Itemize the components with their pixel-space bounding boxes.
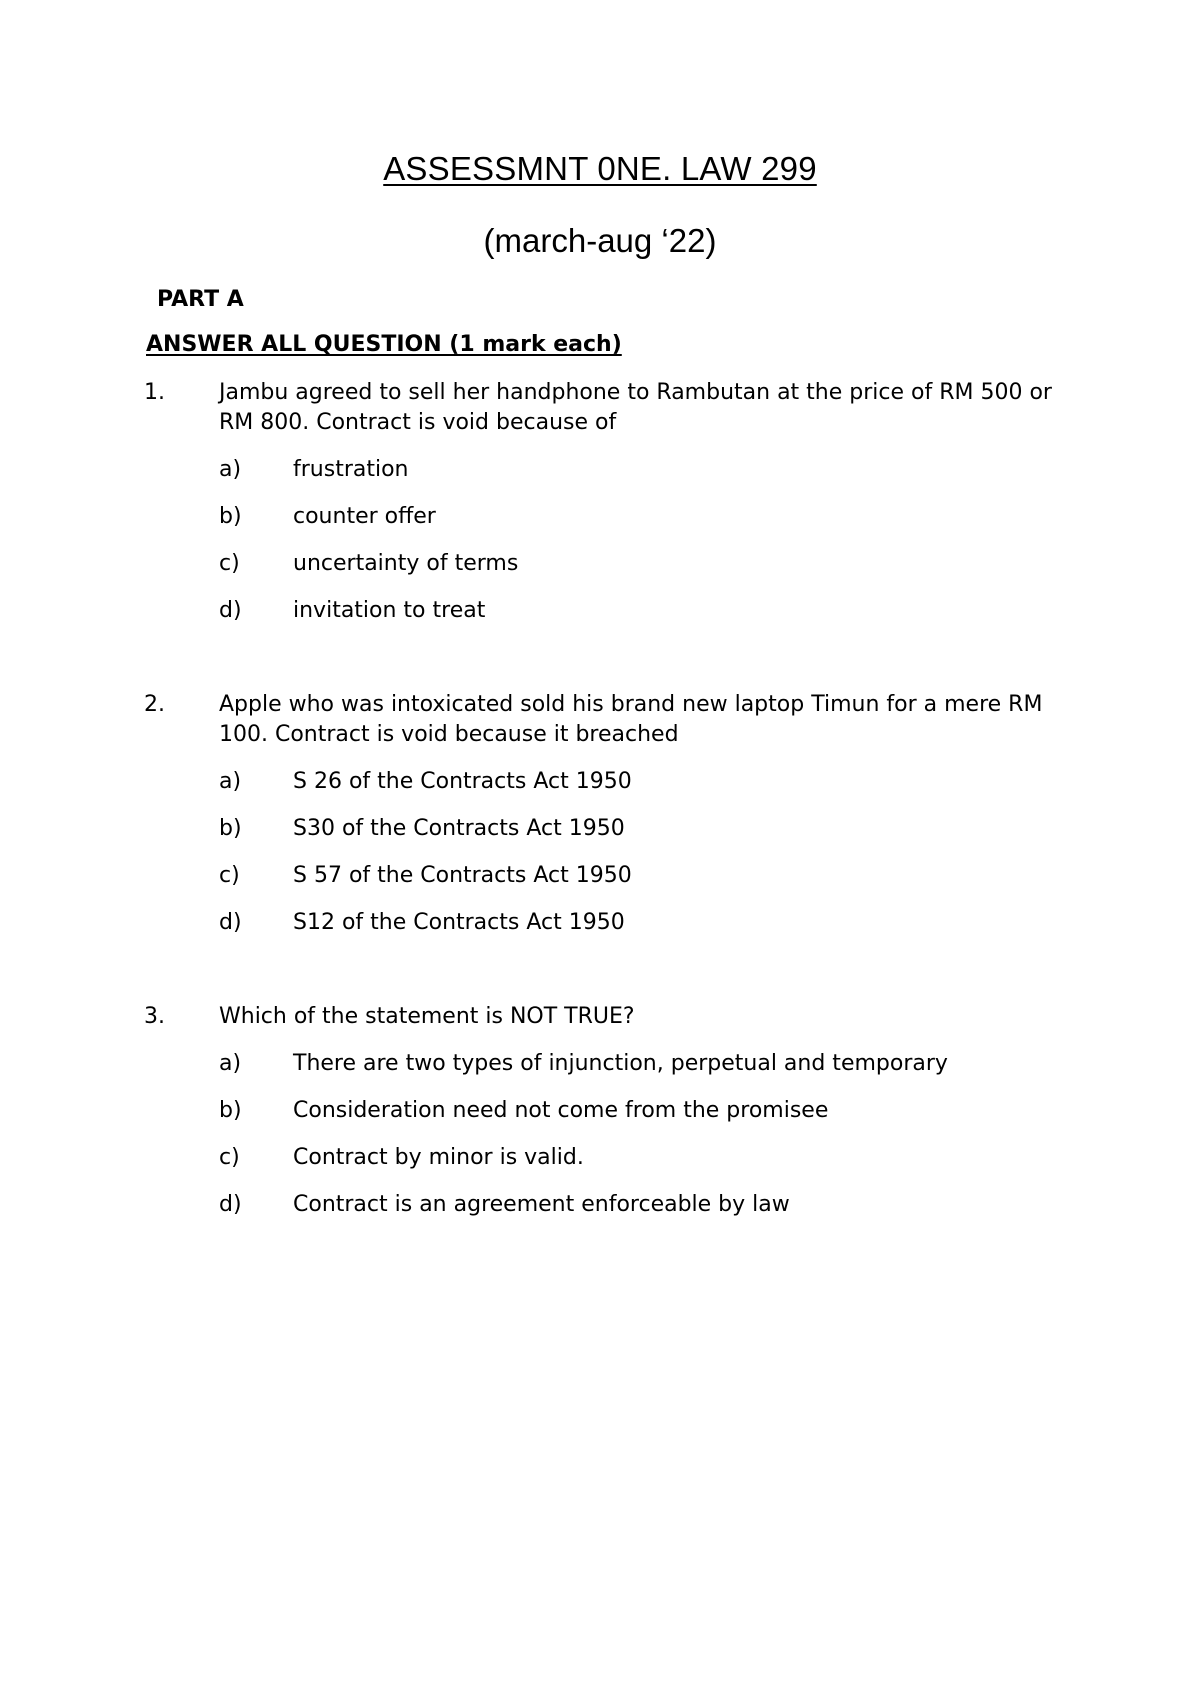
question-3 <box>144 1002 1084 1220</box>
answer-option <box>144 502 1084 532</box>
option-text: counter offer <box>293 504 436 529</box>
answer-option <box>144 767 1084 797</box>
option-letter: c) <box>219 863 240 888</box>
option-letter: c) <box>219 1145 240 1170</box>
question-stem <box>144 378 1084 438</box>
option-letter: d) <box>219 1192 242 1217</box>
option-letter: a) <box>219 769 242 794</box>
answer-option <box>144 1190 1084 1220</box>
option-letter: d) <box>219 910 242 935</box>
option-text: Contract is an agreement enforceable by law <box>293 1192 790 1217</box>
question-number: 1. <box>144 380 165 405</box>
option-text: frustration <box>293 457 409 482</box>
question-text: Which of the statement is NOT TRUE? <box>219 1004 635 1029</box>
answer-option <box>144 861 1084 891</box>
question-text: Jambu agreed to sell her handphone to Rambutan at the price of RM 500 or RM 800. Contract is void because of <box>219 380 1052 435</box>
answer-option <box>144 455 1084 485</box>
question-2 <box>144 690 1084 938</box>
answer-option <box>144 549 1084 579</box>
option-text: Contract by minor is valid. <box>293 1145 584 1170</box>
option-letter: b) <box>219 816 242 841</box>
option-letter: a) <box>219 457 242 482</box>
option-text: Consideration need not come from the promisee <box>293 1098 829 1123</box>
answer-option <box>144 596 1084 626</box>
question-stem <box>144 690 1084 750</box>
option-text: S 26 of the Contracts Act 1950 <box>293 769 632 794</box>
question-1 <box>144 378 1084 626</box>
option-text: S30 of the Contracts Act 1950 <box>293 816 625 841</box>
answer-option <box>144 814 1084 844</box>
question-text: Apple who was intoxicated sold his brand new laptop Timun for a mere RM 100. Contract is void because it breached <box>219 692 1043 747</box>
option-text: invitation to treat <box>293 598 486 623</box>
option-letter: c) <box>219 551 240 576</box>
question-number: 2. <box>144 692 165 717</box>
option-text: S12 of the Contracts Act 1950 <box>293 910 625 935</box>
option-letter: a) <box>219 1051 242 1076</box>
instruction-heading: ANSWER ALL QUESTION (1 mark each) <box>146 332 622 357</box>
answer-option <box>144 1049 1084 1079</box>
option-text: There are two types of injunction, perpetual and temporary <box>293 1051 948 1076</box>
option-letter: b) <box>219 1098 242 1123</box>
part-heading: PART A <box>157 287 244 312</box>
answer-option <box>144 908 1084 938</box>
document-title: ASSESSMNT 0NE. LAW 299 <box>383 150 817 187</box>
option-letter: b) <box>219 504 242 529</box>
answer-option <box>144 1143 1084 1173</box>
question-number: 3. <box>144 1004 165 1029</box>
option-text: uncertainty of terms <box>293 551 519 576</box>
option-text: S 57 of the Contracts Act 1950 <box>293 863 632 888</box>
document-subtitle: (march-aug ‘22) <box>483 222 717 259</box>
answer-option <box>144 1096 1084 1126</box>
option-letter: d) <box>219 598 242 623</box>
question-stem <box>144 1002 1084 1032</box>
